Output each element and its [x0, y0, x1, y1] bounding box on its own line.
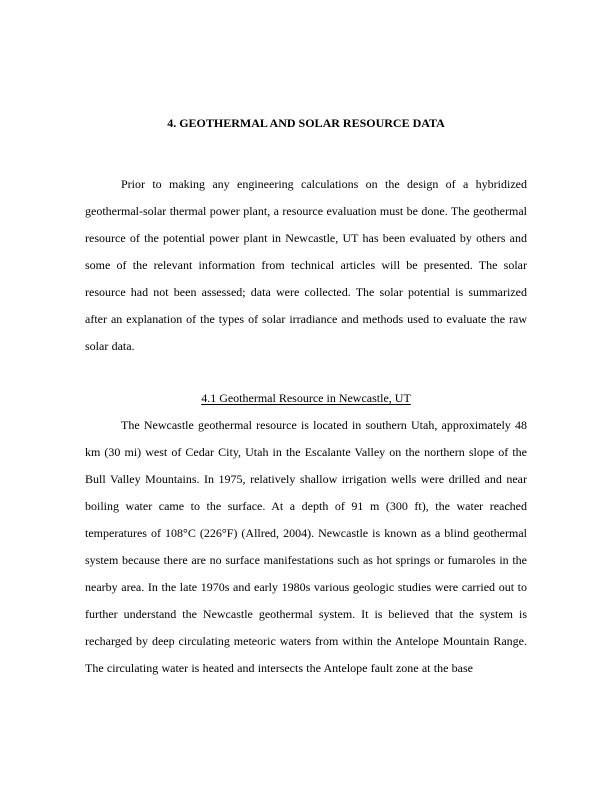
section-heading: 4.1 Geothermal Resource in Newcastle, UT [201, 391, 411, 405]
chapter-heading: 4. GEOTHERMAL AND SOLAR RESOURCE DATA [167, 116, 445, 130]
intro-paragraph: Prior to making any engineering calculations on the design of a hybridized geothermal-solar thermal power plant, a resource evaluation must be done. The geothermal resource of the potential power plant in Newcastle, UT has been evaluated by others and some of the relevant information from technical articles will be presented. The solar resource had not been assessed; data were collected. The solar potential is summarized after an explanation of the types of solar irradiance and methods used to evaluate the raw solar data. [85, 177, 527, 353]
section-paragraph: The Newcastle geothermal resource is located in southern Utah, approximately 48 km (30 mi) west of Cedar City, Utah in the Escalante Valley on the northern slope of the Bull Valley Mountains. In 1975, relatively shallow irrigation wells were drilled and near boiling water came to the surface. At a depth of 91 m (300 ft), the water reached temperatures of 108°C (226°F) (Allred, 2004). Newcastle is known as a blind geothermal system because there are no surface manifestations such as hot springs or fumaroles in the nearby area. In the late 1970s and early 1980s various geologic studies were carried out to further understand the Newcastle geothermal system. It is believed that the system is recharged by deep circulating meteoric waters from within the Antelope Mountain Range. The circulating water is heated and intersects the Antelope fault zone at the base [85, 418, 527, 675]
page-content [85, 116, 527, 682]
